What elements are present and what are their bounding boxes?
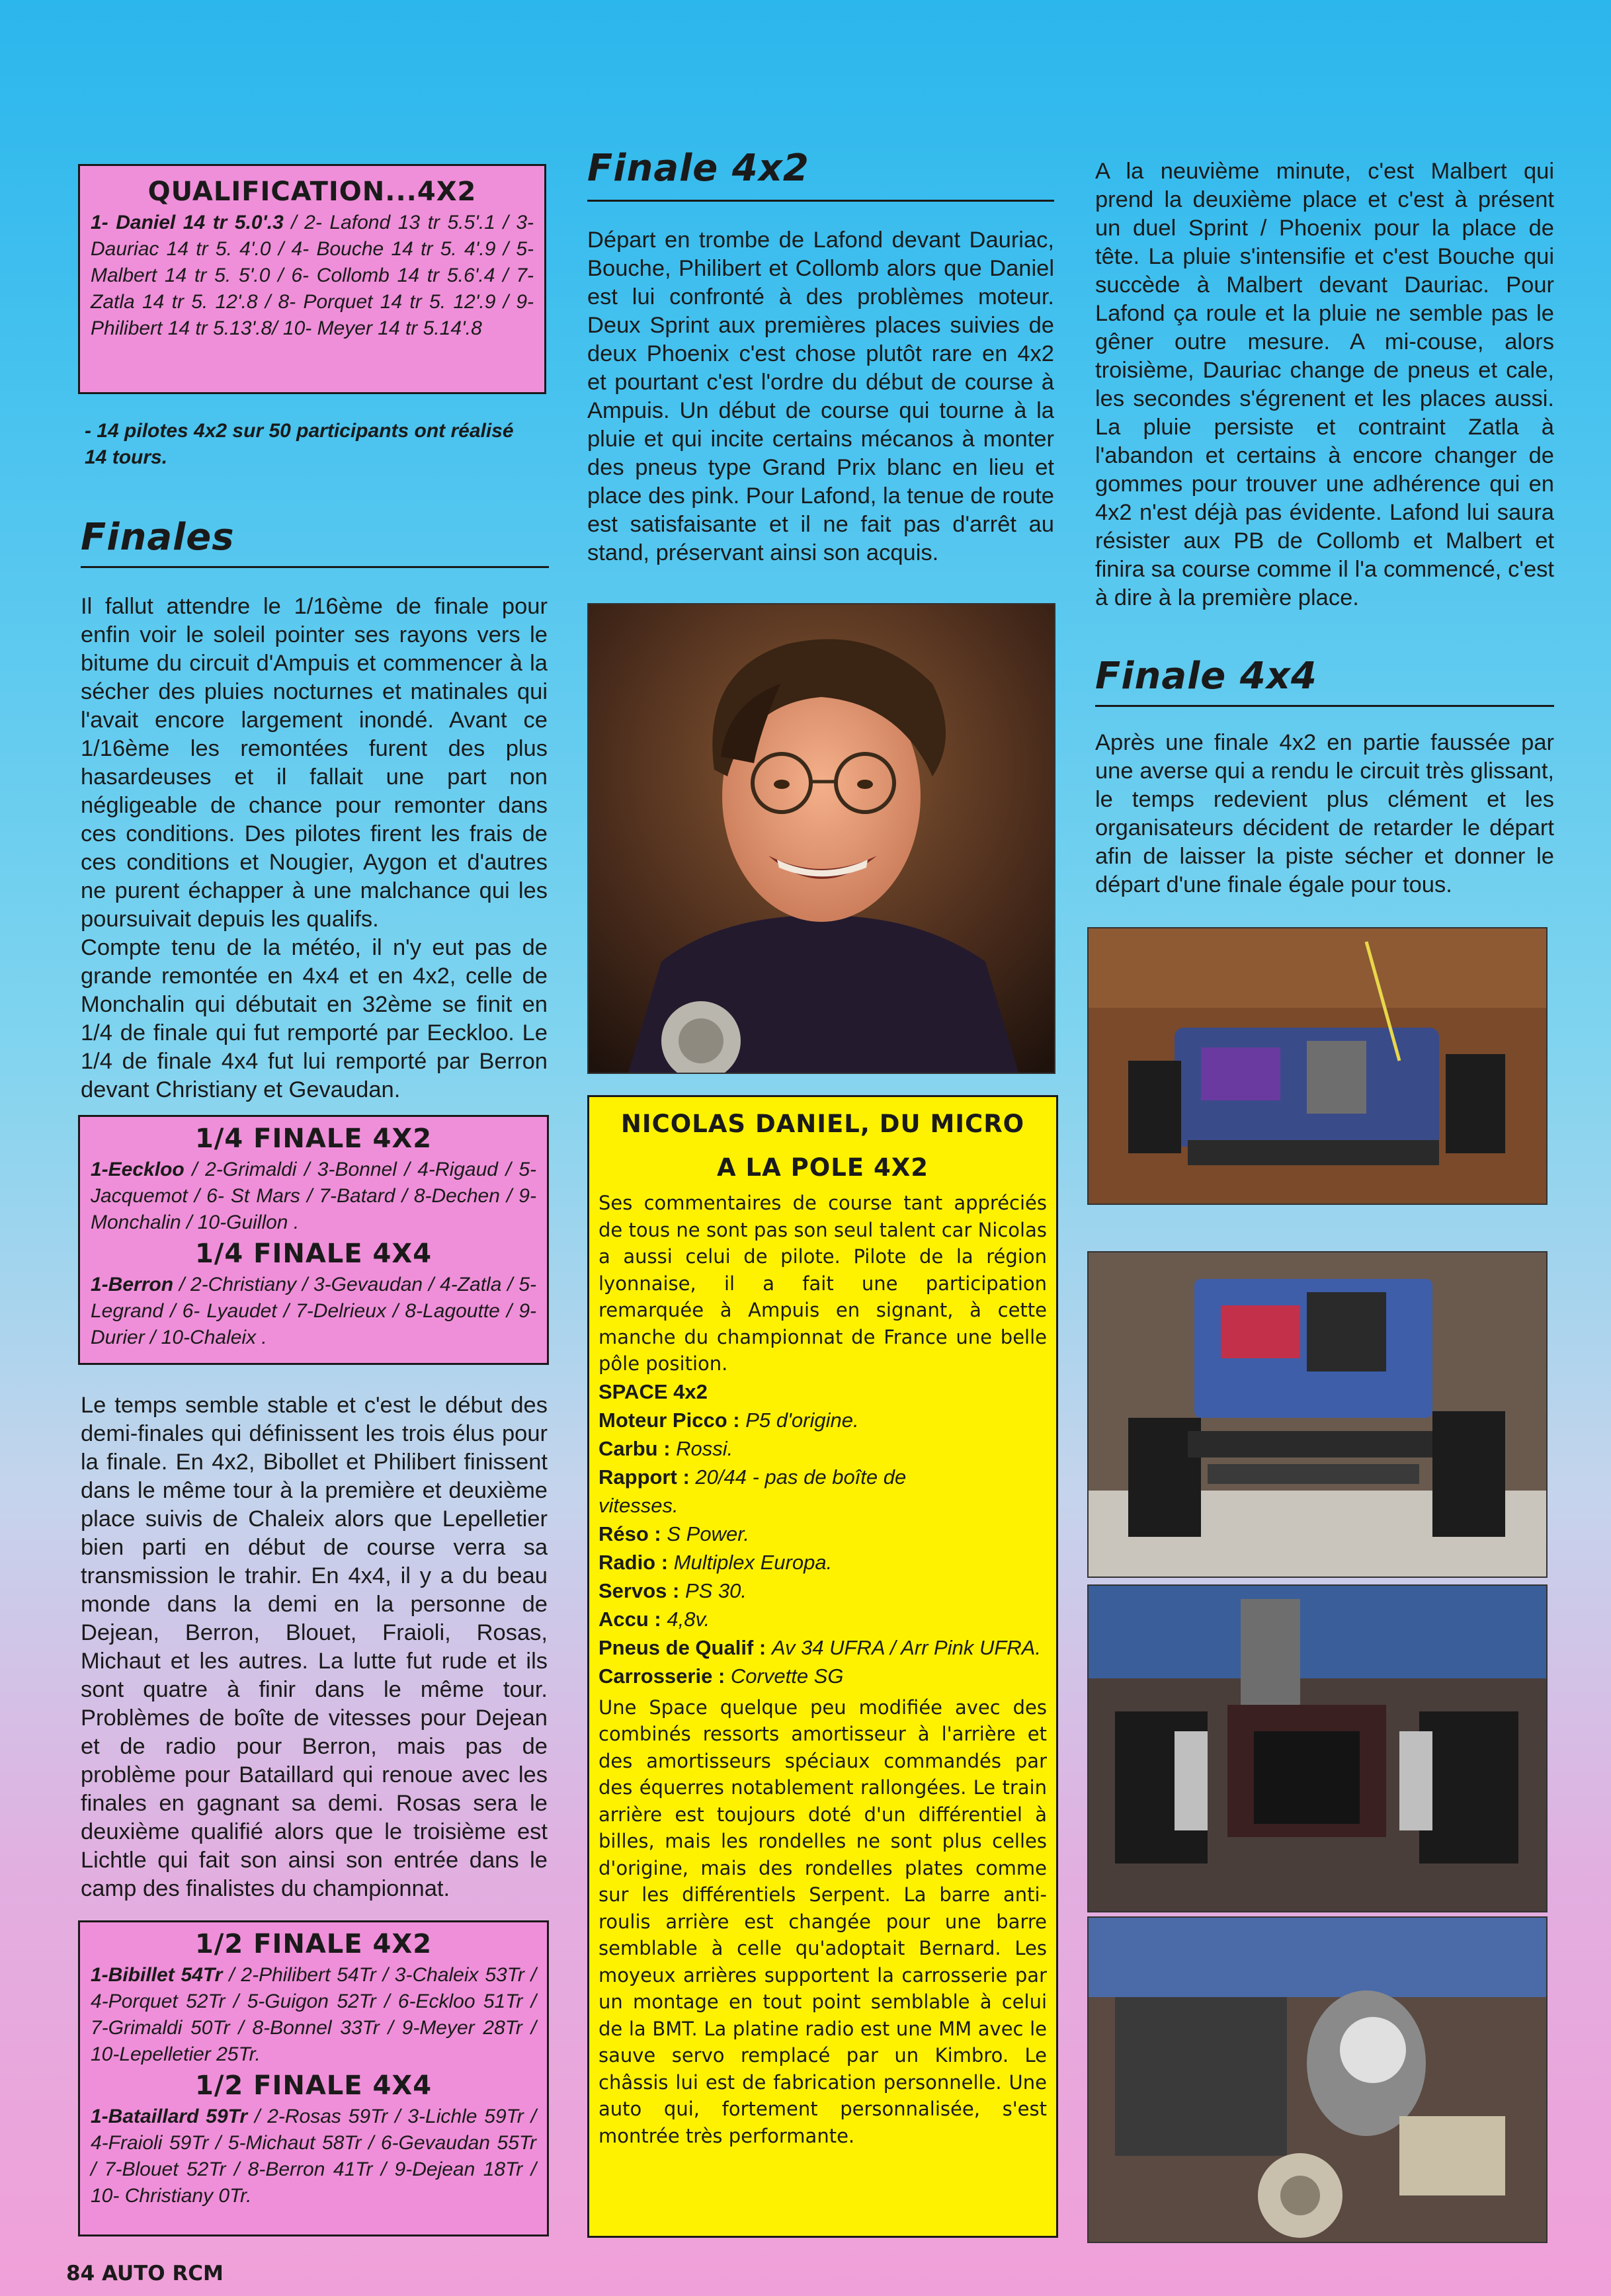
finales-text: [81, 593, 548, 1104]
spec-list: [599, 1377, 1047, 1690]
chassis-image-2: [1089, 1252, 1546, 1577]
sidebar-intro: Ses commentaires de course tant appréciés de tous ne sont pas son seul talent car Nicolas a aussi celui de pilote. Pilote de la région lyonnaise, il a fait une participation remarquée à Ampuis en signant, à cette manche du championnat de France une belle pôle position.: [599, 1192, 1047, 1375]
sidebar-title-line-1: NICOLAS DANIEL, DU MICRO: [620, 1110, 1025, 1138]
half-4x4-winner: 1-Bataillard 59Tr: [91, 2106, 248, 2127]
qualification-note: - 14 pilotes 4x2 sur 50 participants ont réalisé 14 tours.: [85, 420, 514, 468]
finale-4x4-rule: [1095, 705, 1554, 707]
half-4x2-title: 1/2 FINALE 4X2: [194, 1929, 433, 1959]
spec-item: Rapport : 20/44 - pas de boîte de vitesses.: [599, 1465, 907, 1517]
magazine-name: AUTO RCM: [101, 2262, 224, 2285]
finales-paragraph-2: Compte tenu de la météo, il n'y eut pas de grande remontée en 4x4 et en 4x2, celle de Monchalin qui débutait en 32ème se finit en 1/4 de finale qui fut remporté par Eeckloo. Le 1/4 de finale 4x4 fut lui remporté par Berron devant Christiany et Gevaudan.: [81, 935, 548, 1102]
qualification-results: [91, 210, 534, 342]
qualification-winner: 1- Daniel 14 tr 5.0'.3: [91, 212, 284, 233]
chassis-photo-3: [1087, 1584, 1548, 1912]
sidebar-title: [599, 1102, 1047, 1190]
chassis-photo-4: [1087, 1916, 1548, 2243]
finale-4x2-rule: [587, 200, 1054, 202]
half-4x2-rest: / 2-Philibert 54Tr / 3-Chaleix 53Tr / 4-Porquet 52Tr / 5-Guigon 52Tr / 6-Eckloo 51Tr / 7-Grimaldi 50Tr / 8-Bonnel 33Tr / 9-Meyer 28Tr / 10-Lepelletier 25Tr.: [91, 1964, 536, 2065]
chassis-image-1: [1089, 928, 1546, 1204]
quarter-4x4-winner: 1-Berron: [91, 1274, 174, 1295]
quarter-4x4-title: 1/4 FINALE 4X4: [194, 1239, 433, 1269]
finales-paragraph-1: Il fallut attendre le 1/16ème de finale pour enfin voir le soleil pointer ses rayons vers le bitume du circuit d'Ampuis et commencer à la sécher des pluies nocturnes et matinales qui l'avait encore largement inondé. Avant ce 1/16ème les remontées furent des plus hasardeuses et il fallait une part non négligeable de chance pour remonter dans ces conditions. Des pilotes firent les frais de ces conditions et Nougier, Aygon et d'autres ne purent échapper à une malchance qui les poursuivait depuis les qualifs.: [81, 594, 548, 932]
quarter-4x4-rest: / 2-Christiany / 3-Gevaudan / 4-Zatla / 5-Legrand / 6- Lyaudet / 7-Delrieux / 8-Lagoutte / 9-Durier / 10-Chaleix .: [91, 1274, 536, 1348]
half-4x4-rest: / 2-Rosas 59Tr / 3-Lichle 59Tr / 4-Fraioli 59Tr / 5-Michaut 58Tr / 6-Gevaudan 55Tr / 7-Blouet 52Tr / 8-Berron 41Tr / 9-Dejean 18Tr / 10- Christiany 0Tr.: [91, 2106, 536, 2207]
finales-heading: Finales: [81, 516, 235, 559]
page-number: 84: [66, 2262, 95, 2285]
spec-item: Pneus de Qualif : Av 34 UFRA / Arr Pink UFRA.: [599, 1635, 1041, 1659]
finale-4x2-continued: A la neuvième minute, c'est Malbert qui prend la deuxième place et c'est à présent un duel Sprint / Phoenix pour la place de tête. La pluie s'intensifie et c'est Bouche qui succède à Malbert devant Dauriac. Pour Lafond ça roule et la pluie ne semble pas le gêner outre mesure. A mi-couse, alors troisième, Dauriac change de pneus et cale, les secondes s'égrenent et les places aussi. La pluie persiste et contraint Zatla à l'abandon et certains à encore changer de gommes pour trouver une adhérence qui en 4x2 n'est déjà pas évidente. Lafond lui saura résister aux PB de Collomb et Malbert et finira sa course comme il l'a commencé, c'est à dire à la première place.: [1095, 159, 1554, 610]
quarter-finals-box: [78, 1115, 549, 1365]
chassis-photo-2: [1087, 1251, 1548, 1578]
qualification-rest: / 2- Lafond 13 tr 5.5'.1 / 3- Dauriac 14 tr 5. 4'.0 / 4- Bouche 14 tr 5. 4'.9 / 5- Malbert 14 tr 5. 5'.0 / 6- Collomb 14 tr 5.6'.4 / 7- Zatla 14 tr 5. 12'.8 / 8- Porquet 14 tr 5. 12'.9 / 9- Philibert 14 tr 5.13'.8/ 10- Meyer 14 tr 5.14'.8: [91, 212, 534, 339]
finale-4x4-text: Après une finale 4x2 en partie faussée par une averse qui a rendu le circuit très glissant, le temps redevient plus clément et les organisateurs décident de retarder le départ afin de laisser la piste sécher et donner le départ d'une finale égale pour tous.: [1095, 730, 1554, 897]
spec-item: Carbu : Rossi.: [599, 1436, 733, 1460]
chassis-image-3: [1089, 1586, 1546, 1911]
spec-item: Réso : S Power.: [599, 1522, 749, 1545]
finale-4x2-text: Départ en trombe de Lafond devant Dauriac, Bouche, Philibert et Collomb alors que Daniel est lui confronté à des problèmes moteur. Deux Sprint aux premières places suivies de deux Phoenix c'est chose plutôt rare en 4x2 et pourtant c'est l'ordre du début de course à Ampuis. Un début de course qui tourne à la pluie et qui incite certains mécanos à monter des pneus type Grand Prix blanc en lieu et place des pink. Pour Lafond, la tenue de route est satisfaisante et il ne fait pas d'arrêt au stand, préservant ainsi son acquis.: [587, 227, 1054, 565]
chassis-photo-1: [1087, 927, 1548, 1205]
portrait-image: [589, 604, 1054, 1073]
finales-rule: [81, 566, 549, 568]
spec-heading: SPACE 4x2: [599, 1379, 708, 1403]
finale-4x4-heading: Finale 4x4: [1095, 655, 1317, 698]
finale-4x2-heading: Finale 4x2: [587, 147, 809, 190]
qualification-title: QUALIFICATION...4X2: [147, 177, 477, 207]
half-4x4-title: 1/2 FINALE 4X4: [194, 2070, 433, 2101]
spec-item: Moteur Picco : P5 d'origine.: [599, 1408, 859, 1432]
driver-sidebar: [587, 1095, 1058, 2238]
half-4x2-results: [91, 1962, 536, 2068]
half-4x2-winner: 1-Bibillet 54Tr: [91, 1964, 223, 1986]
sidebar-title-line-2: A LA POLE 4X2: [717, 1153, 929, 1182]
chassis-image-4: [1089, 1918, 1546, 2242]
spec-item: Radio : Multiplex Europa.: [599, 1550, 833, 1574]
page-footer: [66, 2262, 224, 2285]
quarter-4x2-rest: / 2-Grimaldi / 3-Bonnel / 4-Rigaud / 5-Jacquemot / 6- St Mars / 7-Batard / 8-Dechen / 9-Monchalin / 10-Guillon .: [91, 1159, 536, 1233]
portrait-photo: [587, 603, 1055, 1074]
sidebar-outro: Une Space quelque peu modifiée avec des combinés ressorts amortisseur à l'arrière et des amortisseurs spéciaux commandés par des équerres notablement rallongées. Le train arrière est toujours doté d'un différentiel à billes, mais les rondelles ne sont plus celles d'origine, mais des rondelles plates comme sur les différentiels Serpent. La barre anti-roulis arrière est changée pour une barre semblable à celle qu'adoptait Bernard. Les moyeux arrières supportent la carrosserie par un montage en tout point semblable à celui de la BMT. La platine radio est une MM avec le sauve servo remplacé par un Kimbro. Le châssis lui est de fabrication personnelle. Une auto qui, fortement personnalisée, s'est montrée très performante.: [599, 1696, 1047, 2147]
spec-item: Carrosserie : Corvette SG: [599, 1664, 844, 1688]
spec-item: Accu : 4,8v.: [599, 1607, 710, 1631]
qualification-box: [78, 164, 546, 394]
half-4x4-results: [91, 2104, 536, 2209]
quarter-4x2-results: [91, 1157, 536, 1236]
quarter-4x4-results: [91, 1272, 536, 1351]
quarter-4x2-title: 1/4 FINALE 4X2: [194, 1124, 433, 1154]
demi-finales-text: Le temps semble stable et c'est le début des demi-finales qui définissent les trois élus pour la finale. En 4x2, Bibollet et Philibert finissent dans le même tour à la première et deuxième place suivis de Chaleix alors que Lepelletier bien parti en début de course verra sa transmission le trahir. En 4x4, il y a du beau monde dans la demi en la personne de Dejean, Berron, Blouet, Fraioli, Rosas, Michaut et les autres. La lutte fut rude et ils sont quatre à finir dans le même tour. Problèmes de boîte de vitesses pour Dejean et de radio pour Berron, mais pas de problème pour Bataillard qui renoue avec les finales en gagnant sa demi. Rosas sera le deuxième qualifié alors que le troisième est Lichtle qui fait son ainsi son entrée dans le camp des finalistes du championnat.: [81, 1393, 548, 1901]
quarter-4x2-winner: 1-Eeckloo: [91, 1159, 185, 1180]
half-finals-box: [78, 1920, 549, 2236]
spec-item: Servos : PS 30.: [599, 1578, 747, 1602]
